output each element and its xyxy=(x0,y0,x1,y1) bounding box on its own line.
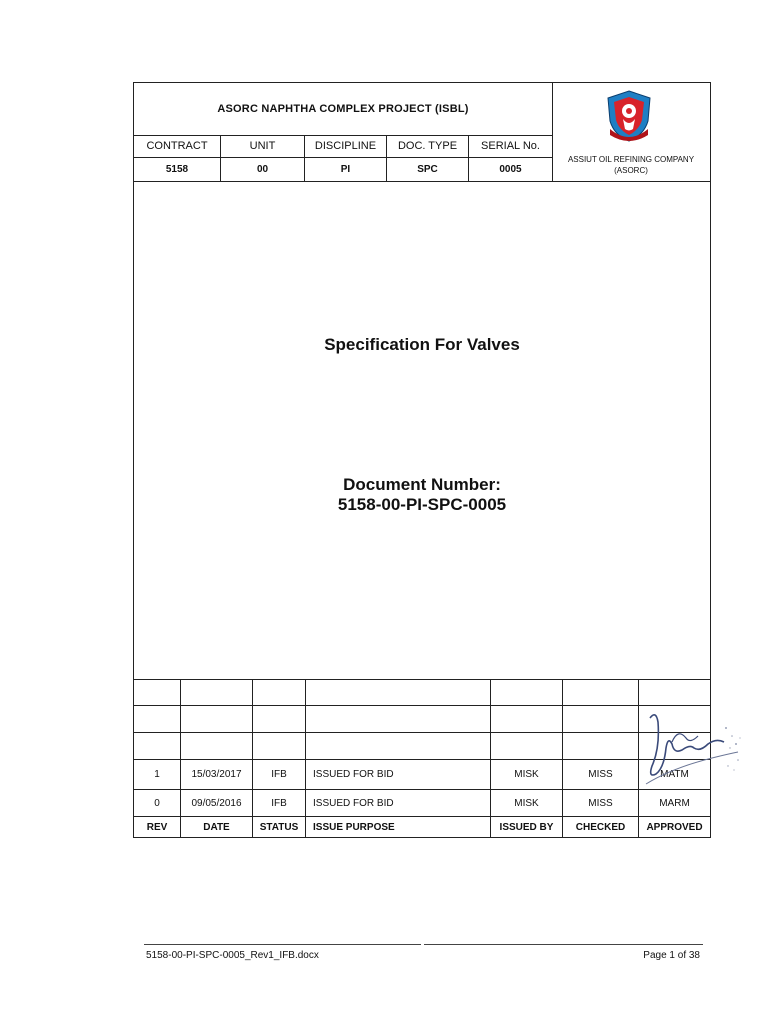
table-cell xyxy=(181,680,253,705)
table-cell xyxy=(134,680,181,705)
column-header-date: DATE xyxy=(181,817,253,837)
column-header-status: STATUS xyxy=(253,817,306,837)
table-cell xyxy=(563,733,639,759)
table-row-empty xyxy=(134,733,710,760)
title-block-header xyxy=(134,83,710,182)
table-row xyxy=(134,760,710,790)
status-cell: IFB xyxy=(253,760,306,789)
table-cell xyxy=(134,733,181,759)
issued-by-cell: MISK xyxy=(491,790,563,816)
column-header-issued-by: ISSUED BY xyxy=(491,817,563,837)
table-cell xyxy=(306,706,491,732)
purpose-cell: ISSUED FOR BID xyxy=(306,760,491,789)
unit-label: UNIT xyxy=(221,135,305,158)
checked-cell: MISS xyxy=(563,760,639,789)
table-cell xyxy=(491,706,563,732)
footer-filename: 5158-00-PI-SPC-0005_Rev1_IFB.docx xyxy=(146,950,319,961)
approved-cell: MATM xyxy=(660,769,689,780)
table-cell xyxy=(253,680,306,705)
table-row-empty xyxy=(134,680,710,706)
column-header-checked: CHECKED xyxy=(563,817,639,837)
serial-label: SERIAL No. xyxy=(469,135,552,158)
table-cell xyxy=(639,706,710,732)
table-cell xyxy=(639,680,710,705)
column-header-rev: REV xyxy=(134,817,181,837)
table-cell xyxy=(639,733,710,759)
approved-cell: MARM xyxy=(659,797,690,809)
table-cell xyxy=(306,680,491,705)
rev-cell: 0 xyxy=(134,790,181,816)
document-code-grid xyxy=(134,135,552,181)
issued-by-cell: MISK xyxy=(491,760,563,789)
contract-value: 5158 xyxy=(134,158,221,181)
footer-divider-left xyxy=(144,944,421,945)
company-name-line1: ASSIUT OIL REFINING COMPANY xyxy=(567,155,695,164)
table-cell xyxy=(181,706,253,732)
document-title: Specification For Valves xyxy=(324,335,520,354)
table-cell xyxy=(181,733,253,759)
rev-cell: 1 xyxy=(134,760,181,789)
company-name-line2: (ASORC) xyxy=(614,166,648,175)
date-cell: 09/05/2016 xyxy=(181,790,253,816)
document-number-value: 5158-00-PI-SPC-0005 xyxy=(337,495,507,514)
checked-cell: MISS xyxy=(563,790,639,816)
table-header-row xyxy=(134,817,710,837)
footer-page-number: Page 1 of 38 xyxy=(643,950,700,961)
table-cell xyxy=(253,733,306,759)
serial-value: 0005 xyxy=(499,164,522,175)
table-cell xyxy=(134,706,181,732)
column-header-approved: APPROVED xyxy=(646,821,703,833)
discipline-label: DISCIPLINE xyxy=(305,135,387,158)
footer-divider-right xyxy=(424,944,703,945)
table-cell xyxy=(306,733,491,759)
document-number-label: Document Number: xyxy=(343,475,501,494)
table-cell xyxy=(563,680,639,705)
header-left xyxy=(134,83,553,181)
status-cell: IFB xyxy=(253,790,306,816)
doc-type-value: SPC xyxy=(387,158,469,181)
doc-type-label: DOC. TYPE xyxy=(387,135,469,158)
revision-table xyxy=(134,679,710,838)
date-cell: 15/03/2017 xyxy=(181,760,253,789)
project-title: ASORC NAPHTHA COMPLEX PROJECT (ISBL) xyxy=(134,83,552,136)
contract-label: CONTRACT xyxy=(134,135,221,158)
column-header-issue-purpose: ISSUE PURPOSE xyxy=(306,817,491,837)
company-shield-logo-icon xyxy=(604,89,654,143)
table-row-empty xyxy=(134,706,710,733)
table-cell xyxy=(253,706,306,732)
table-cell xyxy=(563,706,639,732)
company-block xyxy=(552,83,710,181)
table-cell xyxy=(491,733,563,759)
unit-value: 00 xyxy=(221,158,305,181)
table-row xyxy=(134,790,710,817)
discipline-value: PI xyxy=(305,158,387,181)
purpose-cell: ISSUED FOR BID xyxy=(306,790,491,816)
title-page-frame xyxy=(133,82,711,838)
company-name xyxy=(552,154,710,176)
document-number-block xyxy=(134,475,710,515)
table-cell xyxy=(491,680,563,705)
